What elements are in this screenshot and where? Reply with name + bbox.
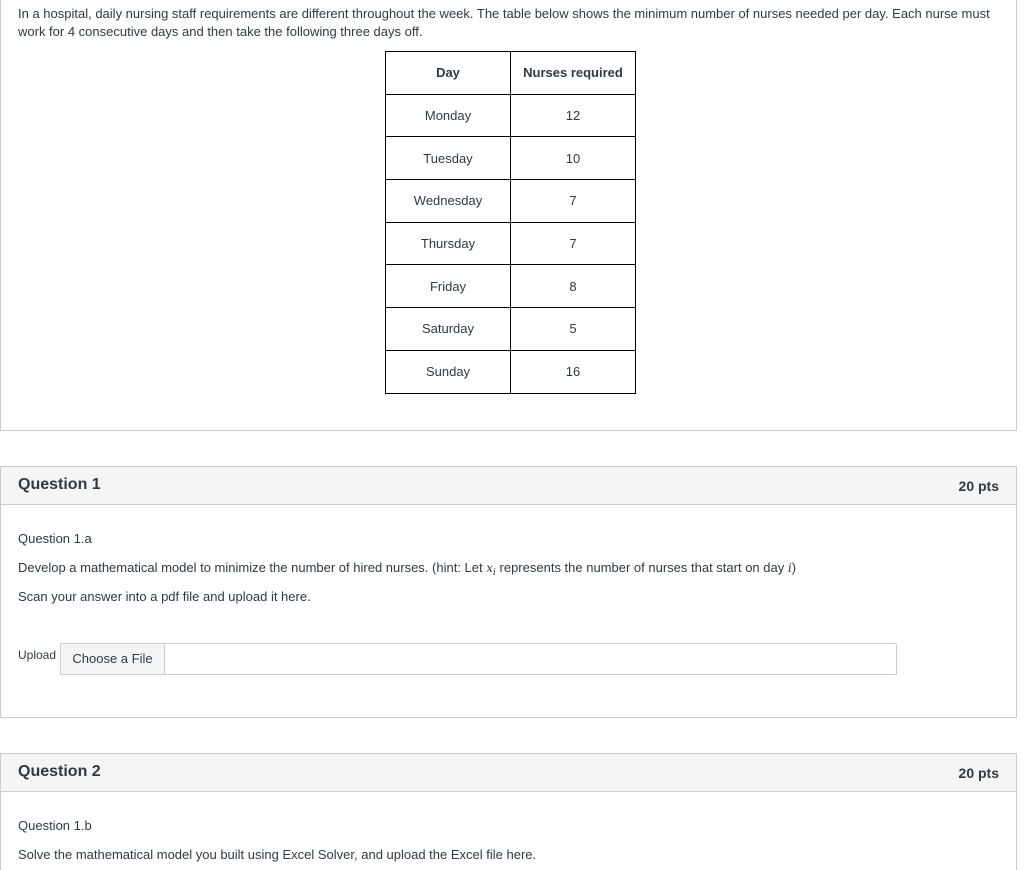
question-2-body [0, 792, 1017, 870]
nurses-cell: 8 [511, 265, 636, 308]
question-1-instruction: Scan your answer into a pdf file and upload it here. [18, 589, 311, 604]
question-2-points: 20 pts [958, 765, 999, 781]
upload-label: Upload [18, 648, 57, 662]
nurses-cell: 10 [511, 137, 636, 180]
question-1-points: 20 pts [958, 478, 999, 494]
question-2-title: Question 2 [18, 763, 101, 780]
day-cell: Thursday [386, 222, 511, 265]
nurses-cell: 7 [511, 180, 636, 223]
nurses-cell: 16 [511, 350, 636, 393]
var-x-subscript: i [493, 568, 496, 578]
table-row [386, 222, 636, 265]
var-x: x [486, 561, 494, 575]
table-row [386, 137, 636, 180]
intro-text: In a hospital, daily nursing staff requirements are different throughout the week. The table below shows the minimum number of nurses needed per day. Each nurse must work for 4 consecutive days and then take the following three days off. [18, 6, 990, 39]
prompt-text-middle: represents the number of nurses that start on day [495, 560, 788, 575]
table-row [386, 350, 636, 393]
question-2-prompt: Solve the mathematical model you built using Excel Solver, and upload the Excel file here. [18, 847, 537, 862]
question-2-subtitle: Question 1.b [18, 818, 92, 833]
day-cell: Saturday [386, 308, 511, 351]
math-variable-i: i [787, 561, 792, 575]
header-nurses-required: Nurses required [511, 52, 636, 95]
table-row [386, 94, 636, 137]
question-2-header [0, 753, 1017, 792]
table-row [386, 265, 636, 308]
day-cell: Monday [386, 94, 511, 137]
nurses-table [385, 51, 636, 394]
nurses-cell: 12 [511, 94, 636, 137]
intro-panel [0, 0, 1017, 431]
math-variable-x [486, 561, 496, 578]
nurses-cell: 7 [511, 222, 636, 265]
choose-file-button[interactable]: Choose a File [61, 644, 165, 674]
question-1-body [0, 505, 1017, 718]
question-1-subtitle: Question 1.a [18, 531, 92, 546]
file-upload-field[interactable] [60, 643, 897, 675]
table-row [386, 308, 636, 351]
nurses-cell: 5 [511, 308, 636, 351]
header-day: Day [386, 52, 511, 95]
prompt-text-start: Develop a mathematical model to minimize the number of hired nurses. (hint: Let [18, 560, 487, 575]
table-row [386, 180, 636, 223]
table-header-row [386, 52, 636, 95]
day-cell: Tuesday [386, 137, 511, 180]
question-1-title: Question 1 [18, 476, 101, 493]
question-1-header [0, 466, 1017, 505]
question-1-prompt [18, 560, 796, 578]
day-cell: Wednesday [386, 180, 511, 223]
day-cell: Sunday [386, 350, 511, 393]
day-cell: Friday [386, 265, 511, 308]
prompt-text-end: ) [791, 560, 797, 575]
